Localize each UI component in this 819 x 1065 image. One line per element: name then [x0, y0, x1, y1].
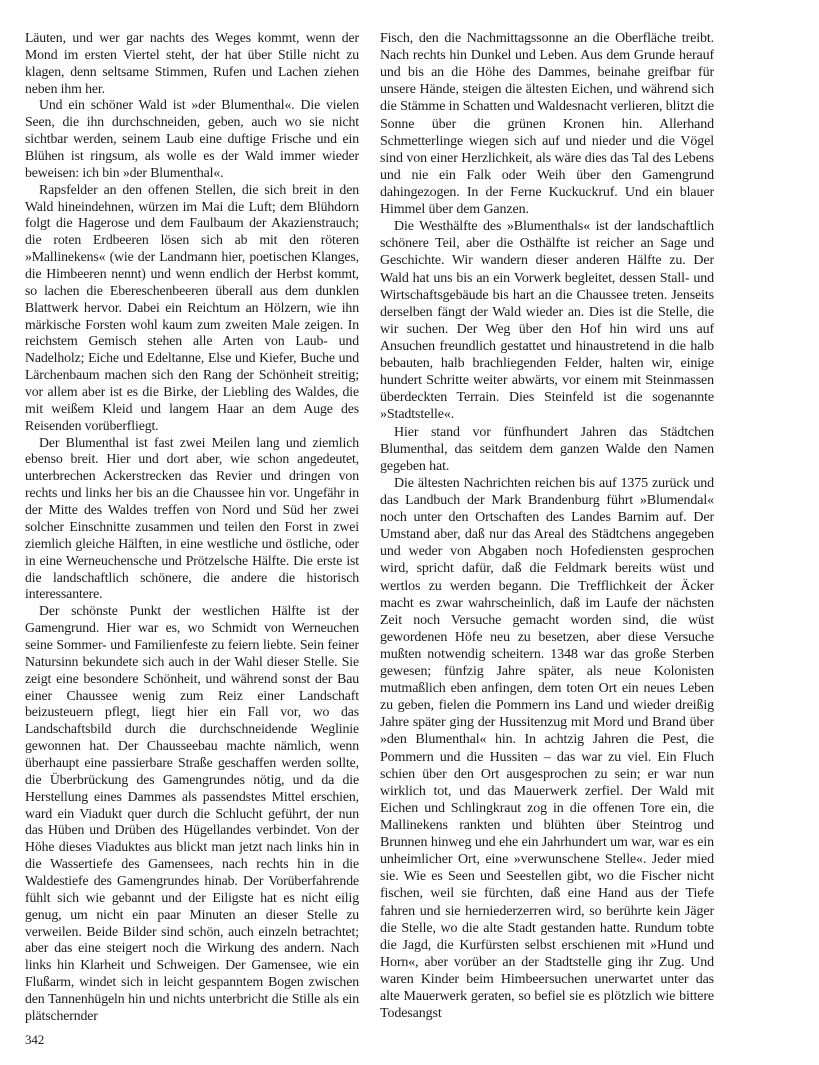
paragraph-continuation: Läuten, und wer gar nachts des Weges kommt, wenn der Mond im ersten Viertel steht, der hat über Stille nicht zu klagen, denn seltsame Stimmen, Rufen und Lachen ziehen neben ihm her. — [25, 30, 359, 96]
paragraph-continuation: Fisch, den die Nachmittagssonne an die Oberfläche treibt. Nach rechts hin Dunkel und Leben. Aus dem Grunde herauf und bis an die Höhe des Dammes, beinahe greifbar für unsere Hände, steigen die ältesten Eichen, und während sich die Stämme in Schatten und Waldesnacht verlieren, blitzt die Sonne über die grünen Kronen hin. Allerhand Schmetterlinge wiegen sich auf und nieder und die Vögel sind von einer Herzlichkeit, als wäre dies das Tal des Lebens und nie ein Falk oder Weih über den Gamengrund dahingezogen. In der Ferne Kuckuckruf. Und ein blauer Himmel über dem Ganzen. — [380, 31, 714, 218]
paragraph: Hier stand vor fünfhundert Jahren das Städtchen Blumenthal, das seitdem dem ganzen Walde den Namen gegeben hat. — [380, 424, 714, 474]
page-number: 342 — [25, 1032, 45, 1047]
paragraph: Der schönste Punkt der westlichen Hälfte ist der Gamengrund. Hier war es, wo Schmidt von Werneuchen seine Sommer- und Familienfeste zu feiern liebte. Sein feiner Natursinn bekundete sich auch in der Wahl dieser Stelle. Sie zeigt eine besondere Schönheit, und während sonst der Bau einer Chaussee wenig zum Reiz einer Landschaft beizusteuern pflegt, liegt hier ein Fall vor, wo das Landschaftsbild durch die durchschneidende Weglinie gewonnen hat. Der Chausseebau machte nämlich, wenn überhaupt eine passierbare Straße geschaffen werden sollte, die Überbrückung des Gamengrundes nötig, und da die Herstellung eines Dammes als passendstes Mittel erschien, ward ein Viadukt quer durch die Schlucht geführt, der nun das Hüben und Drüben des Hügellandes verbindet. Von der Höhe dieses Viaduktes aus blickt man jetzt nach links hin in die Wassertiefe des Gamensees, nach rechts hin in die Waldestiefe des Gamengrundes hinab. Der Vorüberfahrende fühlt sich wie gebannt und der Eiligste hat es nicht eilig genug, um nicht ein paar Minuten an dieser Stelle zu verweilen. Beide Bilder sind schön, auch einzeln betrachtet; aber das eine steigert noch die Wirkung des andern. Nach links hin Klarheit und Schweigen. Der Gamensee, wie ein Flußarm, windet sich in leicht gespanntem Bogen zwischen den Tannenhügeln hin und nichts unterbricht die Stille als ein plätschernder — [25, 603, 359, 1023]
paragraph: Die ältesten Nachrichten reichen bis auf 1375 zurück und das Landbuch der Mark Brandenburg führt »Blumendal« noch unter den Ortschaften des Landes Barnim auf. Der Umstand aber, daß nur das Areal des Städtchens angegeben und weder von Abgaben noch Hofediensten gesprochen wird, spricht dafür, daß die Feldmark bereits wüst und wertlos zu werden begann. Die Trefflichkeit der Äcker macht es zwar wahrscheinlich, daß im Laufe der nächsten Zeit noch Versuche gemacht worden sind, die wüst gewordenen Höfe neu zu besetzen, aber diese Versuche mußten notwendig scheitern. 1348 war das große Sterben gewesen; fünfzig Jahre später, als neue Kolonisten mutmaßlich eben anfingen, dem toten Ort ein neues Leben zu geben, fielen die Pommern ins Land und wieder dreißig Jahre später ging der Hussitenzug mit Mord und Brand über »den Blumenthal« hin. In achtzig Jahren die Pest, die Pommern und die Hussiten – das war zu viel. Ein Fluch schien über den Ort ausgesprochen zu sein; er war nun wirklich tot, und das Mauerwerk zerfiel. Der Wald mit Eichen und Schlingkraut zog in die offenen Tore ein, die Mallinekens rankten und blühten über Steintrog und Brunnen hinweg und ehe ein Jahrhundert um war, war es ein unheimlicher Ort, eine »verwunschene Stelle«. Jeder mied sie. Wie es Seen und Seestellen gibt, wo die Fischer nicht fischen, weil sie fürchten, daß eine Hand aus der Tiefe fahren und sie herniederzerren wird, so berührte kein Jäger die Stelle, wo die alte Stadt gestanden hatte. Rundum tobte die Jagd, die Kurfürsten selbst erschienen mit »Hund und Horn«, aber vorüber an der Stadtstelle ging ihr Zug. Und waren Kinder beim Himbeersuchen unerwartet unter das alte Mauerwerk geraten, so befiel sie es plötzlich wie bittere Todesangst — [380, 475, 714, 1022]
paragraph: Und ein schöner Wald ist »der Blumenthal«. Die vielen Seen, die ihn durchschneiden, geben, auch wo sie nicht sichtbar werden, seinem Laub eine duftige Frische und ein Blühen ist ringsum, als wolle es der Wald immer wieder beweisen: ich bin »der Blumenthal«. — [25, 97, 359, 180]
paragraph: Die Westhälfte des »Blumenthals« ist der landschaftlich schönere Teil, aber die Osthälfte ist reicher an Sage und Geschichte. Wir wandern dieser anderen Hälfte zu. Der Wald hat uns bis an ein Vorwerk begleitet, dessen Stall- und Wirtschaftsgebäude bis hart an die Chaussee treten. Jenseits derselben fängt der Wald wieder an. Dies ist die Stelle, die wir suchen. Der Weg über den Hof hin wird uns auf Ansuchen freundlich gestattet und hinaustretend in die halb bebauten, halb brachliegenden Felder, halten wir, einige hundert Schritte weiter abwärts, vor einem mit Steinmassen überdeckten Terrain. Dies Steinfeld ist die sogenannte »Stadtstelle«. — [380, 219, 714, 423]
right-column — [380, 30, 714, 1022]
left-column — [25, 30, 359, 1025]
paragraph: Der Blumenthal ist fast zwei Meilen lang und ziemlich ebenso breit. Hier und dort aber, wie schon angedeutet, unterbrechen Ackerstrecken das Revier und dringen von rechts und links her bis an die Chaussee hin vor. Ungefähr in der Mitte des Waldes treffen von Nord und Süd her zwei solcher Einschnitte zusammen und teilen den Forst in zwei ziemlich gleiche Hälften, in eine westliche und östliche, oder in eine Werneuchensche und Prötzelsche Hälfte. Die erste ist die landschaftlich schönere, die andere die historisch interessantere. — [25, 434, 359, 602]
paragraph: Rapsfelder an den offenen Stellen, die sich breit in den Wald hineindehnen, würzen im Mai die Luft; dem Blühdorn folgt die Hagerose und dem Faulbaum der Akazienstrauch; die roten Erdbeeren lösen sich ab mit den röteren »Mallinekens« (wie der Landmann hier, poetischen Klanges, die Himbeeren nennt) und wenn endlich der Herbst kommt, so lachen die Ebereschenbeeren überall aus dem dunklen Blattwerk hervor. Dabei ein Reichtum an Hölzern, wie ihn märkische Forsten wohl kaum zum zweiten Male zeigen. In reichstem Gemisch stehen alle Arten von Laub- und Nadelholz; Eiche und Edeltanne, Else und Kiefer, Buche und Lärchenbaum machen sich den Rang der Schönheit streitig; vor allem aber ist es die Birke, der Liebling des Waldes, die mit weißem Kleid und langem Haar an dem Auge des Reisenden vorüberfliegt. — [25, 181, 359, 433]
